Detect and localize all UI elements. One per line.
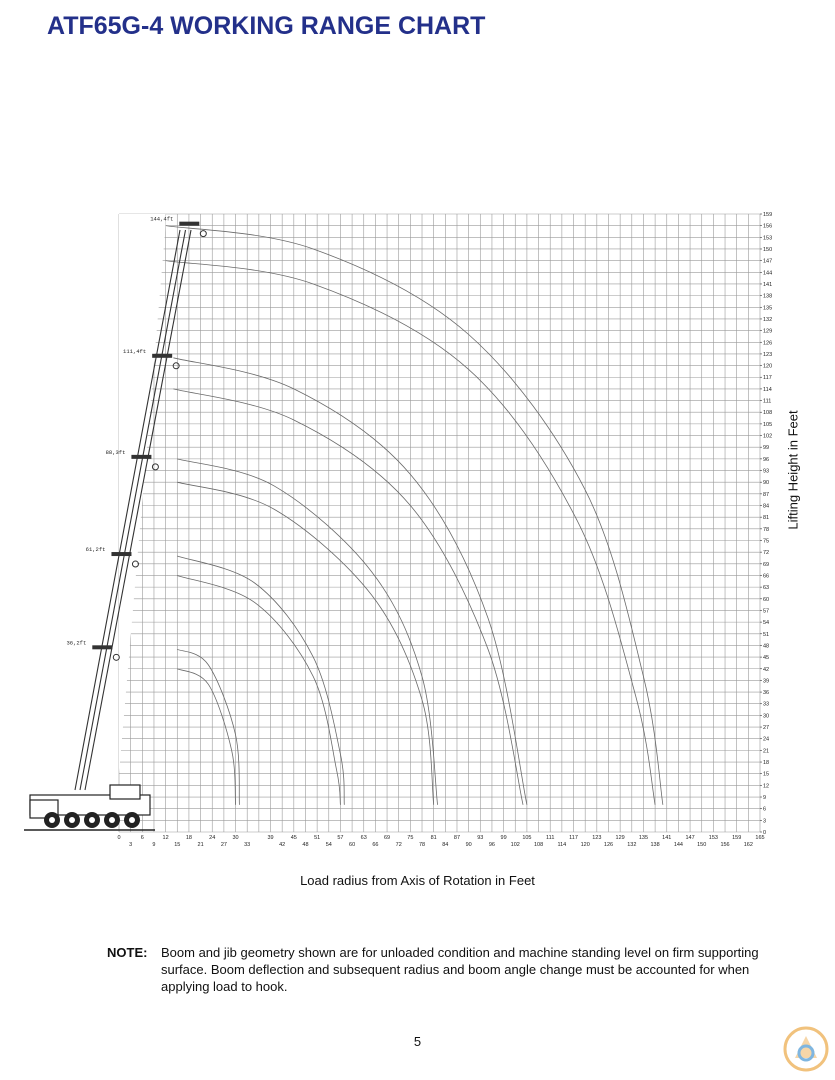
crane-truck-illustration	[24, 785, 155, 830]
x-tick-label: 12	[162, 835, 169, 841]
x-tick-label: 147	[685, 835, 695, 841]
y-tick-label: 72	[763, 550, 770, 557]
y-tick-label: 123	[763, 351, 773, 358]
y-tick-label: 150	[763, 246, 773, 253]
chart-grid	[119, 214, 760, 832]
y-tick-label: 147	[763, 258, 773, 265]
y-tick-label: 15	[763, 771, 770, 778]
x-tick-label: 105	[522, 835, 532, 841]
boom-length-label: 144,4ft	[150, 215, 174, 223]
y-tick-label: 39	[763, 678, 770, 685]
y-tick-label: 33	[763, 701, 770, 708]
y-tick-label: 3	[763, 818, 767, 825]
boom-length-label: 88,3ft	[105, 448, 126, 456]
wheel-hub	[129, 817, 135, 823]
y-tick-label: 159	[763, 212, 773, 218]
x-tick-label: 54	[325, 842, 332, 848]
x-tick-label: 6	[140, 835, 144, 841]
y-tick-label: 105	[763, 421, 773, 428]
boom-section-head	[111, 552, 131, 556]
note-block	[107, 944, 767, 995]
x-tick-label: 24	[209, 835, 216, 841]
x-tick-label: 75	[407, 835, 414, 841]
y-tick-label: 6	[763, 806, 767, 813]
y-tick-label: 30	[763, 713, 770, 720]
x-tick-label: 132	[627, 842, 637, 848]
range-curve-111,4ft	[173, 358, 527, 805]
wheel-hub	[89, 817, 95, 823]
y-tick-label: 75	[763, 538, 770, 545]
x-tick-label: 90	[465, 842, 472, 848]
x-axis-label: Load radius from Axis of Rotation in Feet	[300, 873, 535, 888]
x-tick-label: 102	[510, 842, 520, 848]
x-tick-label: 63	[360, 835, 367, 841]
x-tick-label: 18	[185, 835, 192, 841]
wheel-hub	[69, 817, 75, 823]
y-tick-label: 156	[763, 223, 773, 230]
x-tick-label: 69	[383, 835, 391, 841]
y-tick-label: 24	[763, 736, 770, 743]
y-tick-label: 111	[763, 398, 772, 405]
x-tick-label: 51	[314, 835, 321, 841]
x-tick-label: 135	[638, 835, 649, 841]
y-tick-label: 138	[763, 293, 773, 300]
boom-section-head	[179, 222, 199, 226]
x-tick-label: 81	[430, 835, 437, 841]
range-curve-lower-111,4ft	[173, 389, 523, 805]
y-tick-label: 117	[763, 375, 772, 382]
x-tick-label: 93	[477, 835, 484, 841]
x-tick-label: 111	[546, 835, 555, 841]
y-tick-label: 81	[763, 515, 770, 522]
y-tick-label: 21	[763, 748, 770, 755]
y-tick-label: 66	[763, 573, 770, 580]
page-title: ATF65G-4 WORKING RANGE CHART	[47, 12, 486, 40]
x-tick-label: 57	[337, 835, 344, 841]
crane-network-logo	[783, 1026, 829, 1072]
range-curves	[166, 226, 663, 805]
x-tick-label: 141	[662, 835, 672, 841]
x-tick-label: 138	[650, 842, 660, 848]
wheel-hub	[49, 817, 55, 823]
y-tick-label: 93	[763, 468, 770, 475]
x-tick-label: 87	[453, 835, 461, 841]
y-tick-label: 54	[763, 620, 770, 627]
y-tick-label: 129	[763, 328, 773, 335]
y-tick-label: 114	[763, 386, 772, 393]
y-tick-label: 141	[763, 281, 773, 288]
note-text: Boom and jib geometry shown are for unloaded condition and machine standing level on firm supporting surface. Boom deflection and subsequent radius and boom angle change must be accounted for when applying load to hook.	[161, 945, 759, 994]
x-tick-label: 120	[580, 842, 590, 848]
x-tick-label: 165	[755, 835, 765, 841]
y-tick-label: 0	[763, 830, 767, 836]
y-tick-label: 57	[763, 608, 770, 615]
x-tick-label: 108	[533, 842, 544, 848]
wheel-hub	[109, 817, 115, 823]
x-tick-label: 72	[395, 842, 402, 848]
x-tick-label: 114	[557, 842, 567, 848]
x-tick-label: 60	[349, 842, 356, 848]
y-tick-label: 144	[763, 270, 773, 277]
y-tick-label: 135	[763, 305, 773, 312]
y-tick-label: 60	[763, 596, 770, 603]
hook-block-icon	[152, 464, 158, 470]
y-tick-label: 36	[763, 690, 770, 697]
x-tick-label: 144	[673, 842, 684, 848]
boom-section-head	[131, 455, 151, 459]
boom-length-label: 61,2ft	[85, 546, 106, 554]
y-tick-label: 108	[763, 410, 773, 417]
range-curve-144,4ft	[166, 226, 663, 805]
x-tick-label: 126	[603, 842, 614, 848]
x-tick-label: 159	[732, 835, 742, 841]
boom-length-label: 111,4ft	[123, 347, 147, 355]
range-curve-lower-36,2ft	[177, 669, 235, 805]
x-tick-label: 96	[488, 842, 496, 848]
boom-section-head	[152, 354, 172, 358]
x-tick-label: 30	[232, 835, 239, 841]
y-tick-label: 153	[763, 235, 773, 242]
boom-length-label: 36,2ft	[66, 639, 87, 647]
x-tick-label: 3	[129, 842, 133, 848]
page-number: 5	[413, 1034, 422, 1049]
y-tick-label: 87	[763, 491, 770, 498]
y-tick-label: 12	[763, 783, 770, 790]
x-tick-label: 45	[290, 835, 297, 841]
y-tick-label: 69	[763, 561, 770, 568]
x-tick-label: 123	[592, 835, 602, 841]
y-tick-label: 63	[763, 585, 770, 592]
x-tick-label: 129	[615, 835, 625, 841]
y-tick-label: 18	[763, 760, 770, 767]
y-tick-label: 99	[763, 445, 770, 452]
x-tick-label: 39	[267, 835, 274, 841]
y-tick-label: 126	[763, 340, 773, 347]
y-tick-label: 90	[763, 480, 770, 487]
boom-section-head	[92, 645, 112, 649]
y-tick-label: 51	[763, 631, 770, 638]
x-tick-label: 156	[720, 842, 730, 848]
note-label: NOTE:	[107, 945, 148, 960]
hook-block-icon	[113, 654, 119, 660]
x-tick-label: 9	[152, 842, 156, 848]
x-tick-label: 15	[174, 842, 181, 848]
x-tick-label: 78	[418, 842, 426, 848]
x-tick-label: 42	[279, 842, 286, 848]
y-tick-label: 102	[763, 433, 773, 440]
hook-block-icon	[200, 231, 206, 237]
x-tick-label: 162	[743, 842, 753, 848]
x-tick-label: 99	[500, 835, 507, 841]
x-tick-label: 153	[708, 835, 718, 841]
x-tick-label: 27	[220, 842, 227, 848]
y-tick-label: 132	[763, 316, 773, 323]
y-axis-label: Lifting Height in Feet	[785, 410, 801, 530]
x-tick-label: 150	[697, 842, 707, 848]
x-tick-label: 117	[569, 835, 578, 841]
x-tick-label: 48	[302, 842, 309, 848]
operator-cab	[110, 785, 140, 799]
y-tick-label: 96	[763, 456, 770, 463]
x-tick-label: 21	[197, 842, 204, 848]
y-tick-label: 84	[763, 503, 770, 510]
y-tick-label: 78	[763, 526, 770, 533]
x-tick-label: 66	[372, 842, 379, 848]
y-tick-label: 42	[763, 666, 770, 673]
y-tick-label: 9	[763, 795, 767, 802]
y-tick-label: 45	[763, 655, 770, 662]
y-tick-label: 120	[763, 363, 773, 370]
x-tick-label: 0	[117, 835, 121, 841]
y-tick-label: 48	[763, 643, 770, 650]
y-tick-label: 27	[763, 725, 770, 732]
x-tick-label: 33	[244, 842, 251, 848]
x-tick-label: 84	[442, 842, 449, 848]
